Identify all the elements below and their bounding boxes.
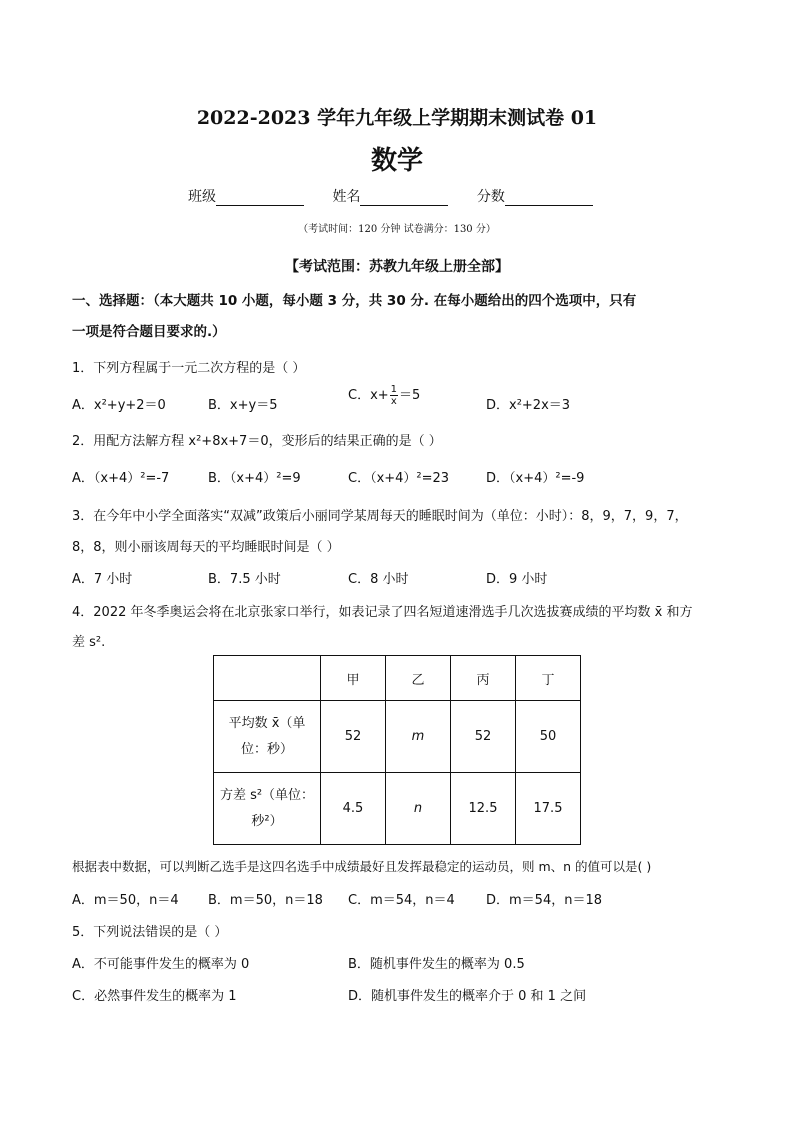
q4-option-c: C．m＝54，n＝4 (348, 893, 455, 908)
q5-stem: 5．下列说法错误的是（ ） (72, 925, 228, 940)
q2-option-a: A．（x+4）²=-7 (72, 471, 170, 486)
table-row (214, 701, 581, 773)
q4-stem-line1: 4．2022 年冬季奥运会将在北京张家口举行，如表记录了四名短道速滑选手几次选拔赛成绩的平均数 x̄ 和方 (72, 605, 693, 620)
q5-option-b: B．随机事件发生的概率为 0.5 (348, 957, 525, 972)
name-label: 姓名 (332, 189, 361, 205)
row-label-line: 平均数 x̄（单 (228, 715, 306, 731)
q3-option-d: D．9 小时 (486, 572, 548, 587)
exam-scope: 【考试范围：苏教九年级上册全部】 (285, 259, 509, 275)
q1-option-c-prefix: C．x+ (348, 388, 389, 403)
q4-stem-line2: 差 s². (72, 635, 106, 650)
name-field (332, 186, 448, 206)
q1-option-b: B．x+y＝5 (208, 398, 278, 413)
subject-title: 数学 (370, 146, 423, 176)
q2-option-d: D．（x+4）²=-9 (486, 471, 585, 486)
q1-option-d: D．x²+2x＝3 (486, 398, 571, 413)
row-label-line: 秒²） (251, 813, 283, 829)
exam-note: （考试时间：120 分钟 试卷满分：130 分） (298, 224, 496, 235)
table-cell: m (386, 701, 451, 773)
fraction-denominator: x (390, 396, 397, 407)
student-info-fields (188, 186, 617, 206)
exam-title: 2022-2023 学年九年级上学期期末测试卷 01 (196, 107, 598, 129)
q5-option-a: A．不可能事件发生的概率为 0 (72, 957, 250, 972)
q3-option-a: A．7 小时 (72, 572, 133, 587)
section-heading-line2: 一项是符合题目要求的.） (72, 324, 226, 340)
q2-option-b: B．（x+4）²=9 (208, 471, 301, 486)
table-cell: 4.5 (321, 773, 386, 845)
score-table (213, 655, 581, 845)
table-cell: 17.5 (516, 773, 581, 845)
class-blank (216, 191, 304, 206)
table-row-label (214, 701, 321, 773)
table-header-cell: 乙 (386, 656, 451, 701)
q1-stem: 1．下列方程属于一元二次方程的是（ ） (72, 361, 306, 376)
q5-option-c: C．必然事件发生的概率为 1 (72, 989, 237, 1004)
table-header-row (214, 656, 581, 701)
name-blank (360, 191, 448, 206)
section-heading-line1: 一、选择题：（本大题共 10 小题，每小题 3 分，共 30 分. 在每小题给出的四个选项中，只有 (72, 293, 637, 309)
table-row (214, 773, 581, 845)
q3-stem-line1: 3．在今年中小学全面落实“双减”政策后小丽同学某周每天的睡眠时间为（单位：小时）：8，9，7，9，7， (72, 509, 688, 524)
table-header-cell: 丁 (516, 656, 581, 701)
q1-option-a: A．x²+y+2＝0 (72, 398, 166, 413)
class-label: 班级 (188, 189, 216, 205)
q4-option-b: B．m＝50，n＝18 (208, 893, 323, 908)
q3-stem-line2: 8，8，则小丽该周每天的平均睡眠时间是（ ） (72, 540, 340, 555)
table-header-cell: 甲 (321, 656, 386, 701)
row-label-line: 位：秒） (240, 741, 293, 757)
class-field (188, 186, 304, 206)
q1-option-c (348, 384, 420, 407)
score-label: 分数 (476, 189, 505, 205)
table-cell: 12.5 (451, 773, 516, 845)
row-label-line: 方差 s²（单位： (219, 787, 315, 803)
table-cell: n (386, 773, 451, 845)
q3-option-c: C．8 小时 (348, 572, 409, 587)
q1-option-c-fraction (390, 384, 398, 407)
table-cell: 52 (451, 701, 516, 773)
table-header-cell: 丙 (451, 656, 516, 701)
score-blank (505, 191, 593, 206)
q3-option-b: B．7.5 小时 (208, 572, 281, 587)
fraction-numerator: 1 (390, 384, 398, 395)
table-row-label (214, 773, 321, 845)
table-cell: 52 (321, 701, 386, 773)
q4-option-a: A．m＝50，n＝4 (72, 893, 179, 908)
q2-stem: 2．用配方法解方程 x²+8x+7＝0，变形后的结果正确的是（ ） (72, 434, 442, 449)
q2-option-c: C．（x+4）²=23 (348, 471, 450, 486)
q5-option-d: D．随机事件发生的概率介于 0 和 1 之间 (348, 989, 587, 1004)
score-field (477, 186, 593, 206)
q4-option-d: D．m＝54，n＝18 (486, 893, 602, 908)
table-header-cell (214, 656, 321, 701)
q4-followup: 根据表中数据，可以判断乙选手是这四名选手中成绩最好且发挥最稳定的运动员，则 m、n 的值可以是( ) (72, 859, 652, 874)
table-cell: 50 (516, 701, 581, 773)
q1-option-c-suffix: ＝5 (399, 388, 421, 403)
